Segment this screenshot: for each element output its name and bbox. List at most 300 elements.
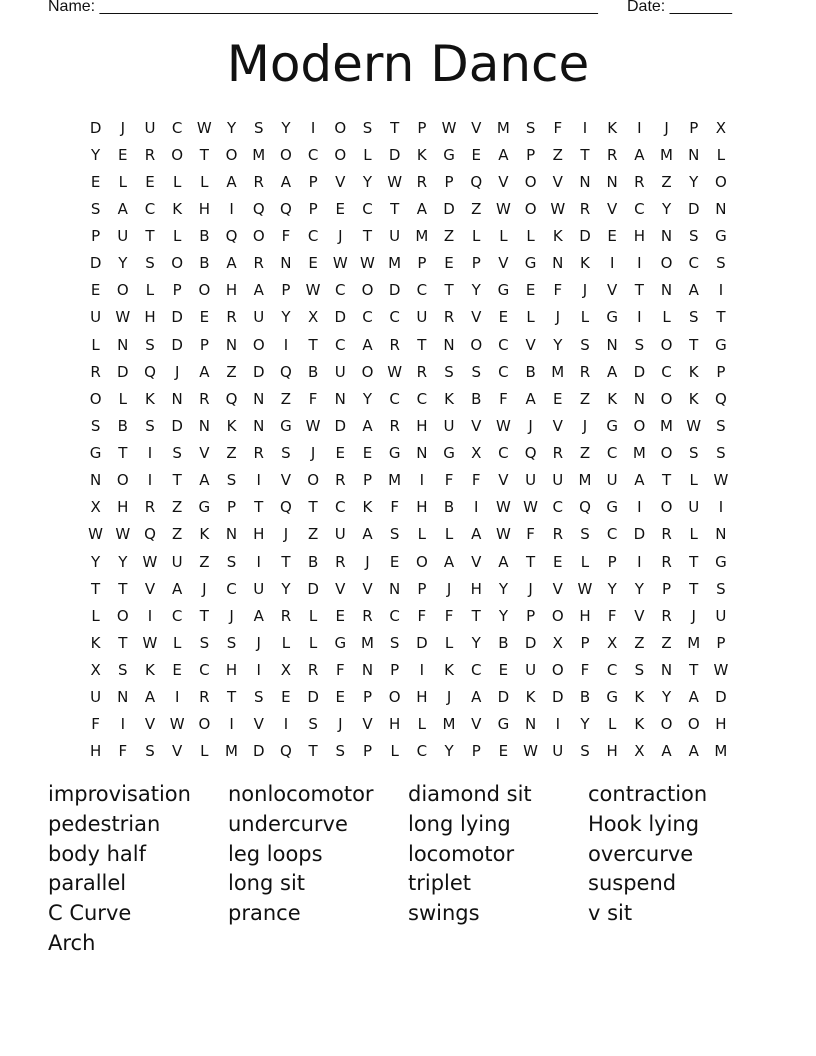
grid-letter: N xyxy=(606,335,618,354)
grid-letter: D xyxy=(388,281,401,300)
grid-letter: U xyxy=(90,308,102,327)
grid-letter: A xyxy=(226,172,237,191)
grid-letter: O xyxy=(334,145,347,164)
grid-letter: I xyxy=(637,552,642,571)
grid-letter: X xyxy=(607,633,618,652)
grid-letter: U xyxy=(525,661,537,680)
grid-letter: P xyxy=(716,362,726,381)
grid-letter: I xyxy=(256,552,261,571)
grid-letter: J xyxy=(229,606,234,625)
grid-letter: S xyxy=(471,362,481,381)
grid-letter: V xyxy=(498,471,509,490)
grid-letter: P xyxy=(526,606,536,625)
grid-letter: P xyxy=(444,172,454,191)
grid-letter: I xyxy=(229,715,234,734)
name-field-label: Name: ________________________________________________________ xyxy=(48,0,598,15)
grid-letter: D xyxy=(171,308,183,327)
grid-letter: V xyxy=(634,606,645,625)
grid-letter: J xyxy=(691,606,696,625)
grid-letter: L xyxy=(689,471,698,490)
grid-letter: T xyxy=(362,227,373,246)
grid-letter: U xyxy=(253,308,265,327)
grid-letter: L xyxy=(172,172,182,191)
grid-letter: K xyxy=(634,688,645,707)
grid-letter: Z xyxy=(443,227,455,246)
grid-letter: D xyxy=(715,688,727,707)
grid-letter: P xyxy=(91,227,101,246)
grid-letter: G xyxy=(334,633,347,652)
grid-letter: E xyxy=(498,661,509,680)
grid-letter: P xyxy=(526,145,536,164)
grid-letter: T xyxy=(417,335,427,354)
grid-letter: J xyxy=(528,579,533,598)
grid-letter: S xyxy=(580,742,590,761)
grid-letter: F xyxy=(91,715,100,734)
grid-letter: J xyxy=(365,552,370,571)
grid-letter: F xyxy=(444,471,454,490)
grid-letter: O xyxy=(551,606,564,625)
grid-letter: L xyxy=(417,715,427,734)
grid-letter: S xyxy=(389,525,400,544)
grid-letter: U xyxy=(90,688,102,707)
grid-letter: H xyxy=(633,227,645,246)
grid-letter: E xyxy=(444,254,454,273)
grid-letter: E xyxy=(172,661,182,680)
grid-letter: W xyxy=(387,362,403,381)
grid-row xyxy=(82,304,735,331)
grid-letter: O xyxy=(307,471,319,490)
grid-letter: T xyxy=(716,308,726,327)
grid-letter: R xyxy=(253,254,264,273)
grid-letter: H xyxy=(253,525,265,544)
grid-letter: Q xyxy=(470,172,483,191)
grid-letter: H xyxy=(89,742,102,761)
grid-letter: H xyxy=(579,606,591,625)
grid-letter: D xyxy=(307,688,319,707)
grid-row xyxy=(82,711,735,738)
grid-letter: Q xyxy=(225,227,238,246)
grid-letter: D xyxy=(579,227,591,246)
grid-letter: Z xyxy=(579,389,591,408)
grid-letter: I xyxy=(419,661,425,680)
grid-letter: C xyxy=(307,145,319,164)
grid-letter: V xyxy=(199,444,210,463)
grid-letter: E xyxy=(607,227,617,246)
grid-letter: A xyxy=(362,335,373,354)
grid-letter: H xyxy=(715,715,727,734)
grid-letter: T xyxy=(580,145,590,164)
grid-letter: J xyxy=(256,633,261,652)
grid-letter: S xyxy=(634,335,645,354)
grid-letter: D xyxy=(171,416,183,435)
word-list-item: body half xyxy=(48,841,147,866)
grid-letter: L xyxy=(417,525,427,544)
grid-letter: Y xyxy=(91,145,101,164)
grid-letter: Y xyxy=(471,633,481,652)
grid-letter: W xyxy=(169,715,185,734)
grid-letter: S xyxy=(444,362,454,381)
grid-letter: T xyxy=(471,606,481,625)
grid-letter: C xyxy=(416,281,428,300)
grid-letter: S xyxy=(308,715,318,734)
grid-letter: A xyxy=(471,525,482,544)
grid-letter: I xyxy=(718,498,724,517)
grid-letter: P xyxy=(199,335,209,354)
grid-letter: P xyxy=(390,661,400,680)
grid-letter: K xyxy=(444,661,454,680)
grid-letter: R xyxy=(199,389,210,408)
grid-letter: I xyxy=(582,118,588,137)
grid-letter: C xyxy=(362,199,373,218)
grid-letter: G xyxy=(715,227,727,246)
grid-row xyxy=(82,440,735,467)
grid-letter: A xyxy=(688,742,699,761)
grid-letter: Y xyxy=(471,281,481,300)
grid-letter: L xyxy=(662,308,671,327)
grid-letter: I xyxy=(229,199,234,218)
grid-letter: N xyxy=(688,145,700,164)
grid-letter: O xyxy=(633,416,646,435)
word-list xyxy=(48,780,768,959)
grid-letter: V xyxy=(144,579,156,598)
grid-letter: A xyxy=(416,199,427,218)
grid-letter: W xyxy=(577,579,593,598)
grid-letter: S xyxy=(634,661,645,680)
grid-letter: C xyxy=(688,254,699,273)
grid-letter: S xyxy=(688,227,699,246)
grid-letter: M xyxy=(496,118,510,137)
grid-letter: V xyxy=(362,579,373,598)
grid-letter: H xyxy=(389,715,401,734)
grid-letter: L xyxy=(308,606,318,625)
grid-letter: A xyxy=(607,362,618,381)
grid-letter: R xyxy=(335,552,346,571)
grid-letter: G xyxy=(497,281,510,300)
grid-letter: V xyxy=(280,471,292,490)
grid-letter: W xyxy=(523,498,539,517)
grid-letter: N xyxy=(89,471,102,490)
grid-letter: T xyxy=(308,742,318,761)
grid-letter: C xyxy=(498,335,509,354)
grid-letter: K xyxy=(172,199,183,218)
grid-letter: Z xyxy=(226,444,237,463)
grid-letter: E xyxy=(553,389,563,408)
grid-letter: C xyxy=(362,308,373,327)
grid-letter: I xyxy=(609,254,615,273)
grid-letter: I xyxy=(174,688,180,707)
grid-letter: W xyxy=(115,525,131,544)
grid-letter: K xyxy=(688,362,699,381)
grid-letter: M xyxy=(442,715,456,734)
grid-letter: R xyxy=(661,606,672,625)
grid-letter: T xyxy=(118,633,128,652)
grid-letter: L xyxy=(472,227,481,246)
grid-letter: P xyxy=(308,199,318,218)
grid-letter: H xyxy=(198,199,210,218)
grid-letter: A xyxy=(688,281,699,300)
grid-letter: T xyxy=(226,688,237,707)
grid-letter: K xyxy=(145,389,155,408)
grid-letter: Z xyxy=(661,633,672,652)
grid-letter: O xyxy=(334,118,347,137)
grid-letter: B xyxy=(443,498,455,517)
grid-letter: A xyxy=(362,525,373,544)
grid-letter: O xyxy=(225,145,238,164)
grid-letter: M xyxy=(388,254,402,273)
grid-letter: R xyxy=(362,606,373,625)
grid-letter: J xyxy=(582,281,588,300)
grid-row xyxy=(82,657,735,684)
grid-letter: O xyxy=(470,335,483,354)
grid-letter: B xyxy=(307,362,319,381)
grid-letter: E xyxy=(90,172,101,191)
grid-letter: L xyxy=(145,281,155,300)
grid-letter: X xyxy=(90,498,101,517)
grid-letter: P xyxy=(362,471,372,490)
word-list-item: improvisation xyxy=(48,782,191,806)
grid-letter: N xyxy=(443,335,455,354)
grid-letter: O xyxy=(524,199,537,218)
grid-letter: S xyxy=(716,444,726,463)
grid-letter: I xyxy=(419,471,425,490)
grid-letter: R xyxy=(416,172,428,191)
grid-letter: L xyxy=(363,145,372,164)
grid-letter: W xyxy=(523,742,539,761)
grid-letter: Q xyxy=(144,362,156,381)
grid-letter: Y xyxy=(498,579,508,598)
grid-letter: A xyxy=(362,416,373,435)
grid-letter: N xyxy=(660,661,673,680)
grid-letter: S xyxy=(172,444,182,463)
grid-letter: N xyxy=(660,281,673,300)
grid-letter: U xyxy=(552,471,564,490)
grid-letter: U xyxy=(525,471,537,490)
grid-letter: N xyxy=(524,715,537,734)
grid-letter: S xyxy=(525,118,536,137)
grid-letter: X xyxy=(90,661,101,680)
grid-row xyxy=(82,114,735,141)
grid-row xyxy=(82,277,735,304)
grid-letter: W xyxy=(495,498,511,517)
grid-letter: T xyxy=(689,661,699,680)
grid-letter: Y xyxy=(498,606,508,625)
grid-letter: L xyxy=(200,172,209,191)
grid-letter: M xyxy=(632,444,646,463)
word-list-item: prance xyxy=(228,901,301,926)
grid-letter: Y xyxy=(553,335,563,354)
grid-letter: I xyxy=(718,281,724,300)
grid-letter: V xyxy=(471,552,482,571)
grid-letter: U xyxy=(416,308,428,327)
grid-letter: E xyxy=(281,688,291,707)
word-list-item: long sit xyxy=(228,871,306,896)
grid-letter: U xyxy=(144,118,156,137)
grid-letter: S xyxy=(716,416,726,435)
word-list-item: suspend xyxy=(588,871,677,896)
grid-letter: Q xyxy=(144,525,156,544)
grid-letter: R xyxy=(634,172,645,191)
grid-letter: E xyxy=(553,552,563,571)
word-list-item: contraction xyxy=(588,782,708,806)
grid-letter: J xyxy=(283,525,289,544)
grid-letter: M xyxy=(415,227,429,246)
grid-letter: G xyxy=(497,715,510,734)
grid-letter: H xyxy=(117,498,129,517)
grid-letter: E xyxy=(199,308,210,327)
grid-letter: L xyxy=(281,633,291,652)
grid-letter: C xyxy=(199,661,210,680)
grid-letter: D xyxy=(524,633,537,652)
grid-letter: K xyxy=(362,498,373,517)
grid-letter: E xyxy=(335,606,346,625)
grid-letter: P xyxy=(417,254,427,273)
grid-letter: H xyxy=(416,688,428,707)
grid-letter: Y xyxy=(634,579,644,598)
grid-letter: N xyxy=(171,389,183,408)
grid-letter: F xyxy=(607,606,617,625)
grid-letter: A xyxy=(634,471,645,490)
grid-letter: O xyxy=(171,254,184,273)
grid-letter: Z xyxy=(172,525,183,544)
grid-letter: T xyxy=(254,498,264,517)
grid-letter: J xyxy=(120,118,125,137)
grid-letter: J xyxy=(446,579,452,598)
grid-letter: C xyxy=(416,742,428,761)
grid-letter: M xyxy=(225,742,238,761)
grid-letter: I xyxy=(637,254,642,273)
grid-row xyxy=(82,168,735,195)
grid-letter: M xyxy=(360,633,374,652)
grid-letter: P xyxy=(362,688,372,707)
grid-letter: W xyxy=(686,416,702,435)
grid-letter: A xyxy=(280,172,292,191)
page-title: Modern Dance xyxy=(226,35,590,93)
grid-letter: D xyxy=(171,335,183,354)
grid-letter: U xyxy=(117,227,129,246)
grid-letter: S xyxy=(226,633,237,652)
grid-letter: N xyxy=(253,389,265,408)
grid-letter: T xyxy=(118,444,128,463)
grid-letter: Z xyxy=(661,172,672,191)
grid-letter: C xyxy=(634,199,645,218)
grid-letter: C xyxy=(606,444,618,463)
grid-letter: O xyxy=(116,606,129,625)
grid-letter: H xyxy=(225,661,238,680)
grid-letter: H xyxy=(225,281,238,300)
grid-letter: Q xyxy=(280,362,292,381)
grid-letter: A xyxy=(688,688,699,707)
grid-letter: I xyxy=(637,308,642,327)
grid-letter: N xyxy=(117,688,129,707)
grid-letter: O xyxy=(198,715,211,734)
grid-letter: B xyxy=(117,416,128,435)
grid-letter: C xyxy=(171,118,183,137)
grid-letter: O xyxy=(524,172,537,191)
grid-letter: W xyxy=(142,633,158,652)
grid-letter: U xyxy=(552,742,564,761)
grid-letter: W xyxy=(387,172,403,191)
grid-letter: Y xyxy=(444,742,454,761)
grid-letter: C xyxy=(498,444,509,463)
grid-letter: S xyxy=(90,199,101,218)
grid-letter: X xyxy=(280,661,292,680)
grid-letter: P xyxy=(227,498,237,517)
grid-letter: L xyxy=(91,335,100,354)
grid-letter: L xyxy=(526,308,535,327)
grid-letter: T xyxy=(145,227,155,246)
grid-letter: R xyxy=(335,471,346,490)
grid-letter: L xyxy=(118,172,127,191)
grid-row xyxy=(82,602,735,629)
grid-letter: F xyxy=(553,118,563,137)
word-list-item: triplet xyxy=(408,871,472,896)
grid-letter: T xyxy=(308,335,318,354)
grid-letter: D xyxy=(443,199,455,218)
grid-letter: E xyxy=(471,145,481,164)
grid-letter: S xyxy=(145,254,155,273)
grid-letter: V xyxy=(552,172,563,191)
grid-letter: I xyxy=(283,715,289,734)
grid-letter: E xyxy=(335,199,346,218)
grid-letter: O xyxy=(388,688,401,707)
grid-letter: Z xyxy=(280,389,292,408)
grid-letter: T xyxy=(444,281,454,300)
grid-letter: L xyxy=(390,742,399,761)
grid-letter: H xyxy=(606,742,618,761)
grid-letter: R xyxy=(579,362,591,381)
grid-letter: W xyxy=(88,525,104,544)
grid-letter: V xyxy=(362,715,373,734)
grid-letter: K xyxy=(634,715,645,734)
grid-letter: Q xyxy=(280,199,292,218)
word-list-item: undercurve xyxy=(228,811,348,836)
grid-letter: A xyxy=(199,471,210,490)
grid-letter: P xyxy=(362,742,372,761)
grid-letter: L xyxy=(716,145,726,164)
grid-letter: I xyxy=(637,118,642,137)
grid-letter: G xyxy=(715,552,727,571)
grid-letter: N xyxy=(715,525,727,544)
grid-letter: S xyxy=(226,552,237,571)
grid-letter: Q xyxy=(715,389,727,408)
grid-row xyxy=(82,250,735,277)
grid-letter: K xyxy=(688,389,699,408)
grid-letter: Y xyxy=(661,688,672,707)
grid-letter: Z xyxy=(226,362,237,381)
grid-letter: K xyxy=(90,633,101,652)
grid-letter: O xyxy=(660,389,673,408)
grid-letter: J xyxy=(664,118,669,137)
grid-letter: F xyxy=(335,661,345,680)
grid-letter: L xyxy=(118,389,127,408)
grid-letter: C xyxy=(470,661,482,680)
grid-letter: J xyxy=(174,362,180,381)
grid-letter: I xyxy=(147,444,153,463)
grid-letter: Y xyxy=(281,118,291,137)
grid-letter: A xyxy=(226,254,237,273)
grid-letter: Y xyxy=(580,715,590,734)
grid-letter: T xyxy=(526,552,536,571)
grid-letter: U xyxy=(334,525,346,544)
grid-letter: R xyxy=(416,362,428,381)
grid-letter: E xyxy=(335,444,346,463)
grid-letter: Y xyxy=(226,118,237,137)
grid-letter: S xyxy=(253,118,264,137)
grid-letter: Y xyxy=(281,579,291,598)
grid-letter: C xyxy=(389,389,400,408)
grid-letter: U xyxy=(334,362,346,381)
grid-letter: L xyxy=(200,742,209,761)
